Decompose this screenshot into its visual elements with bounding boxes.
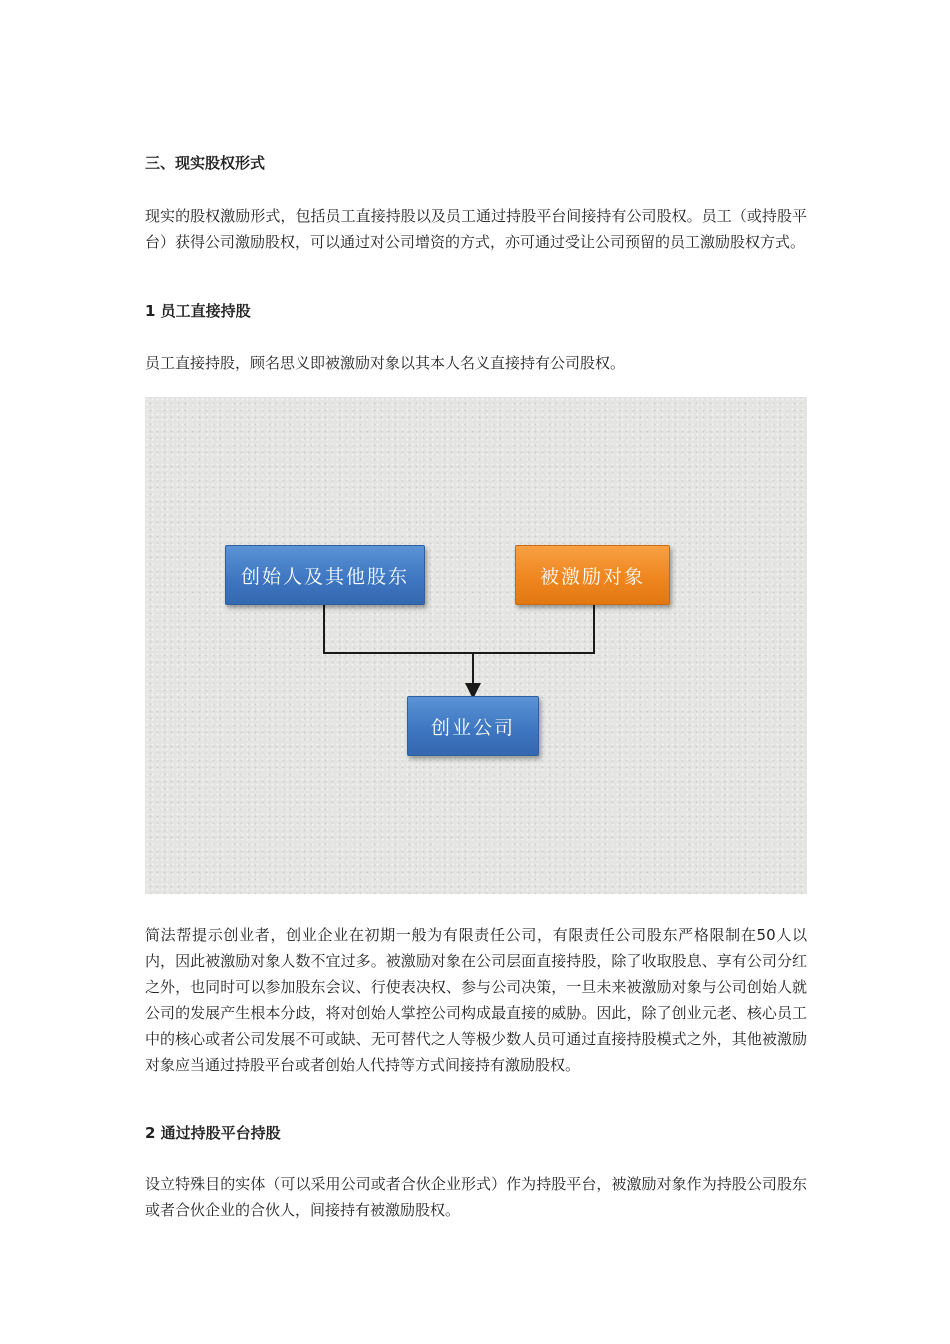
founders-label: 创始人及其他股东	[240, 565, 409, 588]
incentive-recipient-label: 被激励对象	[539, 565, 645, 588]
part1-title: 1 员工直接持股	[145, 302, 251, 320]
part1-description: 员工直接持股，顾名思义即被激励对象以其本人名义直接持有公司股权。	[145, 354, 626, 372]
part2-description: 设立特殊目的实体（可以采用公司或者合伙企业形式）作为持股平台，被激励对象作为持股公司股东或者合伙企业的合伙人，间接持有被激励股权。	[145, 1175, 807, 1219]
connector-incentive	[473, 605, 594, 653]
part1-note-paragraph: 简法帮提示创业者，创业企业在初期一般为有限责任公司，有限责任公司股东严格限制在50人以内，因此被激励对象人数不宜过多。被激励对象在公司层面直接持股，除了收取股息、享有公司分红之外，也同时可以参加股东会议、行使表决权、参与公司决策，一旦未来被激励对象与公司创始人就公司的发展产生根本分歧，将对创始人掌控公司构成最直接的威胁。因此，除了创业元老、核心员工中的核心或者公司发展不可或缺、无可替代之人等极少数人员可通过直接持股模式之外，其他被激励对象应当通过持股平台或者创始人代持等方式间接持有激励股权。	[145, 926, 807, 1074]
company-label: 创业公司	[430, 716, 515, 739]
founders-box	[225, 545, 425, 605]
section-title: 三、现实股权形式	[145, 154, 266, 172]
part2-title: 2 通过持股平台持股	[145, 1124, 281, 1142]
company-box	[407, 696, 539, 756]
shareholding-diagram	[145, 397, 807, 894]
diagram-connectors	[145, 397, 807, 894]
connector-founders	[324, 605, 473, 653]
section-intro-paragraph: 现实的股权激励形式，包括员工直接持股以及员工通过持股平台间接持有公司股权。员工（或持股平台）获得公司激励股权，可以通过对公司增资的方式，亦可通过受让公司预留的员工激励股权方式。	[145, 207, 807, 251]
incentive-recipient-box	[515, 545, 670, 605]
